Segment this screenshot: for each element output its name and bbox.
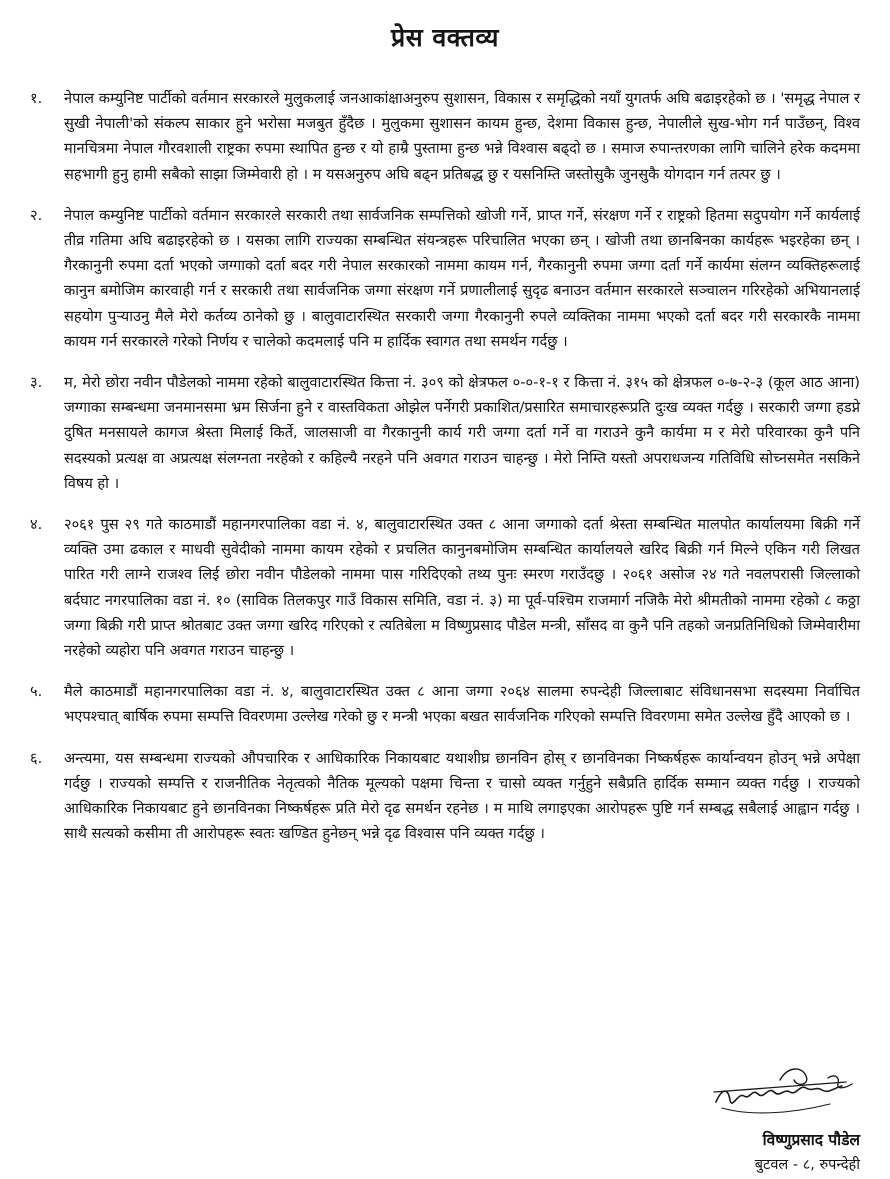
signer-name: विष्णुप्रसाद पौडेल <box>762 1131 860 1149</box>
paragraph-text: नेपाल कम्युनिष्ट पार्टीको वर्तमान सरकारले सरकारी तथा सार्वजनिक सम्पत्तिको खोजी गर्ने, प्राप्त गर्ने, संरक्षण गर्ने र राष्ट्रको हितमा सदुपयोग गर्ने कार्यलाई तीव्र गतिमा अघि बढाइरहेको छ । यसका लागि राज्यका सम्बन्धित संयन्त्रहरू परिचालित भएका छन् । खोजी तथा छानबिनका कार्यहरू भइरहेका छन् । गैरकानुनी रुपमा दर्ता भएको जग्गाको दर्ता बदर गरी नेपाल सरकारको नाममा कायम गर्न, गैरकानुनी रुपमा जग्गा दर्ता गर्ने कार्यमा संलग्न व्यक्तिहरूलाई कानुन बमोजिम कारवाही गर्न र सरकारी तथा सार्वजनिक जग्गा संरक्षण गर्ने प्रणालीलाई सुदृढ बनाउन वर्तमान सरकारले सञ्चालन गरिरहेको अभियानलाई सहयोग पुऱ्याउनु मैले मेरो कर्तव्य ठानेको छु । बालुवाटारस्थित सरकारी जग्गा गैरकानुनी रुपले व्यक्तिका नाममा भएको दर्ता बदर गरी सरकारकै नाममा कायम गर्न सरकारले गरेको निर्णय र चालेको कदमलाई पनि म हार्दिक स्वागत तथा समर्थन गर्दछु । <box>64 206 860 350</box>
signer-address: बुटवल - ८, रुपन्देही <box>754 1157 860 1173</box>
paragraph-number: ५. <box>30 683 43 701</box>
statement-body <box>30 86 860 862</box>
paragraph-number: २. <box>30 206 43 224</box>
paragraph-number: १. <box>30 90 43 107</box>
paragraph-1 <box>30 86 860 187</box>
paragraph-number: ४. <box>30 516 43 534</box>
paragraph-text: म, मेरो छोरा नवीन पौडेलको नाममा रहेको बालुवाटारस्थित कित्ता नं. ३०९ को क्षेत्रफल ०-०-१-१ र कित्ता नं. ३१५ को क्षेत्रफल ०-७-२-३ (कूल आठ आना) जग्गाका सम्बन्धमा जनमानसमा भ्रम सिर्जना हुने र वास्तविकता ओझेल पर्नेगरी प्रकाशित/प्रसारित समाचारहरूप्रति दुःख व्यक्त गर्दछु । सरकारी जग्गा हडप्ने दुषित मनसायले कागज श्रेस्ता मिलाई किर्ते, जालसाजी वा गैरकानुनी कार्य गरी जग्गा दर्ता गर्ने वा गराउने कुनै कार्यमा म र मेरो परिवारका कुनै पनि सदस्यको प्रत्यक्ष वा अप्रत्यक्ष संलग्नता नरहेको र कहिल्यै नरहने पनि अवगत गराउन चाहन्छु । मेरो निम्ति यस्तो अपराधजन्य गतिविधि सोच्नसमेत नसकिने विषय हो । <box>64 374 860 492</box>
handwritten-signature <box>710 1058 860 1122</box>
page-title: प्रेस वक्तव्य <box>391 23 499 52</box>
paragraph-text: अन्त्यमा, यस सम्बन्धमा राज्यको औपचारिक र आधिकारिक निकायबाट यथाशीघ्र छानविन होस् र छानविनका निष्कर्षहरू कार्यान्वयन होउन् भन्ने अपेक्षा गर्दछु । राज्यको सम्पत्ति र राजनीतिक नेतृत्वको नैतिक मूल्यको पक्षमा चिन्ता र चासो व्यक्त गर्नुहुने सबैप्रति हार्दिक सम्मान व्यक्त गर्दछु । राज्यको आधिकारिक निकायबाट हुने छानविनका निष्कर्षहरू प्रति मेरो दृढ समर्थन रहनेछ । म माथि लगाइएका आरोपहरू पुष्टि गर्न सम्बद्ध सबैलाई आह्वान गर्दछु । साथै सत्यको कसीमा ती आरोपहरू स्वतः खण्डित हुनेछन् भन्ने दृढ विश्वास पनि व्यक्त गर्दछु । <box>64 749 860 843</box>
paragraph-5 <box>30 679 860 729</box>
paragraph-text: २०६१ पुस २९ गते काठमाडौं महानगरपालिका वडा नं. ४, बालुवाटारस्थित उक्त ८ आना जग्गाको दर्ता श्रेस्ता सम्बन्धित मालपोत कार्यालयमा बिक्री गर्ने व्यक्ति उमा ढकाल र माधवी सुवेदीको नाममा कायम रहेको र प्रचलित कानुनबमोजिम सम्बन्धित कार्यालयले खरिद बिक्री गर्न मिल्ने एकिन गरी लिखत पारित गरी लाग्ने राजश्व लिई छोरा नवीन पौडेलको नाममा पास गरिदिएको तथ्य पुनः स्मरण गराउँदछु । २०६१ असोज २४ गते नवलपरासी जिल्लाको बर्दघाट नगरपालिका वडा नं. १० (साविक तिलकपुर गाउँ विकास समिति, वडा नं. ३) मा पूर्व-पश्चिम राजमार्ग नजिकै मेरो श्रीमतीको नाममा रहेको ८ कठ्ठा जग्गा बिक्री गरी प्राप्त श्रोतबाट उक्त जग्गा खरिद गरिएको र त्यतिबेला म विष्णुप्रसाद पौडेल मन्त्री, साँसद वा कुनै पनि तहको जनप्रतिनिधिको जिम्मेवारीमा नरहेको व्यहोरा पनि अवगत गराउन चाहन्छु । <box>64 516 860 660</box>
paragraph-text: मैले काठमाडौं महानगरपालिका वडा नं. ४, बालुवाटारस्थित उक्त ८ आना जग्गा २०६४ सालमा रुपन्देही जिल्लाबाट संविधानसभा सदस्यमा निर्वाचित भएपश्चात् बार्षिक रुपमा सम्पत्ति विवरणमा उल्लेख गरेको छु र मन्त्री भएका बखत सार्वजनिक गरिएको सम्पत्ति विवरणमा समेत उल्लेख हुँदै आएको छ । <box>64 683 860 726</box>
paragraph-6 <box>30 746 860 847</box>
paragraph-number: ३. <box>30 374 43 392</box>
paragraph-text: नेपाल कम्युनिष्ट पार्टीको वर्तमान सरकारले मुलुकलाई जनआकांक्षाअनुरुप सुशासन, विकास र समृद्धिको नयाँ युगतर्फ अघि बढाइरहेको छ । 'समृद्ध नेपाल र सुखी नेपाली'को संकल्प साकार हुने भरोसा मजबुत हुँदैछ । मुलुकमा सुशासन कायम हुन्छ, देशमा विकास हुन्छ, नेपालीले सुख-भोग गर्न पाउँछन्, विश्व मानचित्रमा नेपाल गौरवशाली राष्ट्रका रुपमा स्थापित हुन्छ र यो हाम्रै पुस्तामा हुन्छ भन्ने विश्वास बढ्दो छ । समाज रुपान्तरणका लागि चालिने हरेक कदममा सहभागी हुनु हामी सबैको साझा जिम्मेवारी हो । म यसअनुरुप अघि बढ्न प्रतिबद्ध छु र यसनिम्ति जस्तोसुकै जुनसुकै योगदान गर्न तत्पर छु । <box>64 90 860 183</box>
paragraph-3 <box>30 370 860 496</box>
paragraph-number: ६. <box>30 749 43 767</box>
paragraph-4 <box>30 512 860 663</box>
signature-block <box>620 1058 860 1174</box>
paragraph-2 <box>30 203 860 354</box>
